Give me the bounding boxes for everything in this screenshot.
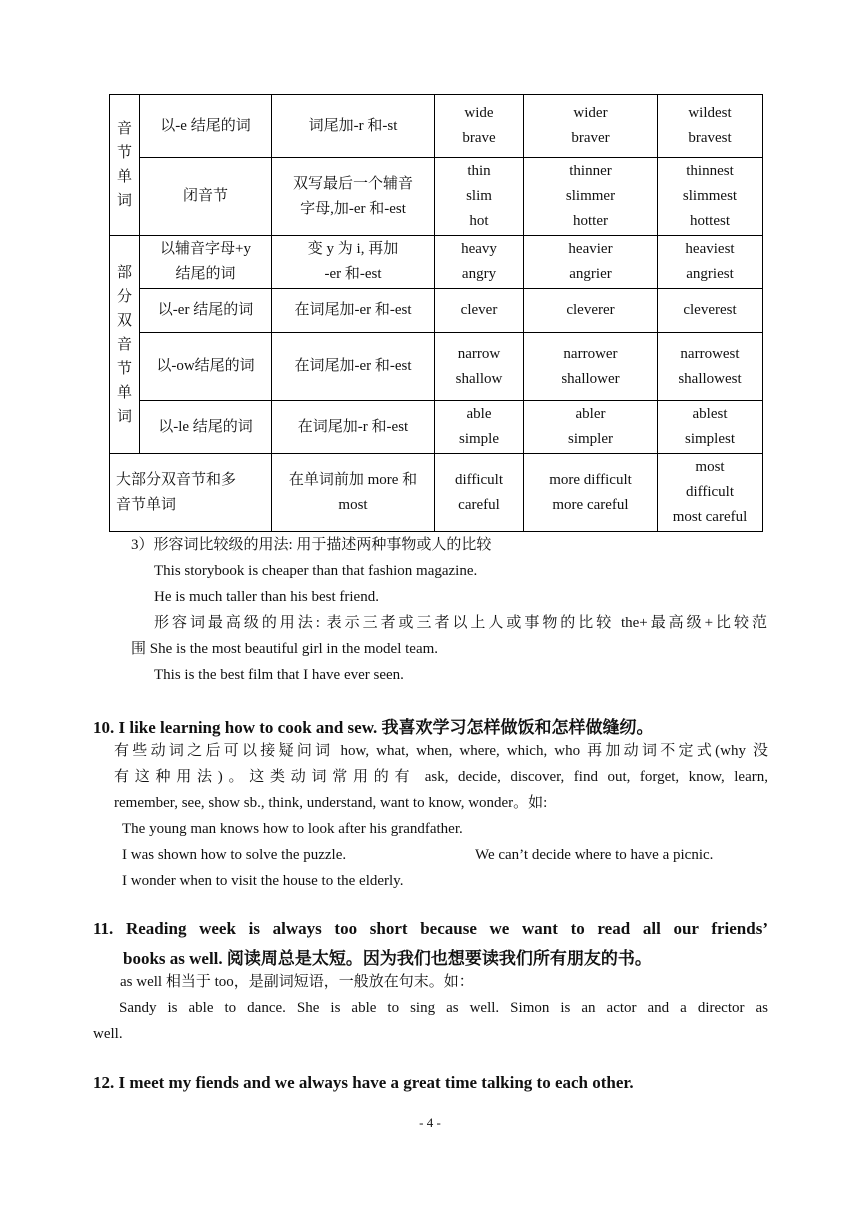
- example-line: He is much taller than his best friend.: [154, 589, 379, 605]
- superlative-cell: cleverest: [658, 289, 763, 333]
- superlative-cell: narrowest shallowest: [658, 333, 763, 401]
- rule-cell: 在词尾加-er 和-est: [272, 333, 435, 401]
- base-cell: clever: [435, 289, 524, 333]
- superlative-usage: 形容词最高级的用法: 表示三者或三者以上人或事物的比较 the+最高级+比较范: [154, 615, 767, 631]
- base-cell: difficult careful: [435, 454, 524, 532]
- section-11-heading-cont: books as well. 阅读周总是太短。因为我们也想要读我们所有朋友的书。: [123, 949, 652, 968]
- paragraph-line: remember, see, show sb., think, understand, want to know, wonder。如:: [114, 795, 548, 811]
- comparative-cell: wider braver: [524, 95, 658, 158]
- base-cell: narrow shallow: [435, 333, 524, 401]
- comparative-usage-notes: [131, 532, 491, 558]
- comparative-cell: abler simpler: [524, 401, 658, 454]
- word-type-cell: 以辅音字母+y 结尾的词: [140, 236, 272, 289]
- section-11-examples: [93, 995, 768, 1047]
- base-cell: thin slim hot: [435, 158, 524, 236]
- superlative-cell: heaviest angriest: [658, 236, 763, 289]
- paragraph-line: 有些动词之后可以接疑问词 how, what, when, where, which, who 再加动词不定式(why 没: [114, 743, 768, 759]
- rule-cell: 在单词前加 more 和 most: [272, 454, 435, 532]
- example-line: This is the best film that I have ever seen.: [154, 667, 404, 683]
- rule-cell: 双写最后一个辅音 字母,加-er 和-est: [272, 158, 435, 236]
- example-line: I wonder when to visit the house to the elderly.: [122, 873, 404, 889]
- base-cell: heavy angry: [435, 236, 524, 289]
- base-cell: able simple: [435, 401, 524, 454]
- section-12-heading: 12. I meet my fiends and we always have a great time talking to each other.: [93, 1073, 634, 1092]
- table-row: [110, 333, 763, 401]
- group-single-syllable: 音 节 单 词: [110, 95, 140, 236]
- table-row: [110, 236, 763, 289]
- section-10-heading: 10. I like learning how to cook and sew. 我喜欢学习怎样做饭和怎样做缝纫。: [93, 718, 654, 737]
- rule-cell: 词尾加-r 和-st: [272, 95, 435, 158]
- word-type-cell: 以-ow结尾的词: [140, 333, 272, 401]
- table-row: [110, 158, 763, 236]
- paragraph-line: 有这种用法)。这类动词常用的有 ask, decide, discover, find out, forget, know, learn,: [114, 769, 768, 785]
- comparative-cell: thinner slimmer hotter: [524, 158, 658, 236]
- superlative-cell: thinnest slimmest hottest: [658, 158, 763, 236]
- superlative-cell: ablest simplest: [658, 401, 763, 454]
- rule-cell: 变 y 为 i, 再加 -er 和-est: [272, 236, 435, 289]
- rule-cell: 在词尾加-er 和-est: [272, 289, 435, 333]
- word-type-cell: 以-er 结尾的词: [140, 289, 272, 333]
- example-line: [122, 842, 714, 868]
- example-a: I was shown how to solve the puzzle.: [122, 847, 347, 863]
- paragraph-line: as well 相当于 too，是副词短语，一般放在句末。如：: [120, 974, 474, 990]
- word-type-cell: 大部分双音节和多 音节单词: [110, 454, 272, 532]
- adjective-comparison-table: [109, 94, 763, 532]
- base-cell: wide brave: [435, 95, 524, 158]
- example-line: Sandy is able to dance. She is able to sing as well. Simon is an actor and a director as: [119, 1000, 768, 1016]
- word-type-cell: 以-le 结尾的词: [140, 401, 272, 454]
- comparative-cell: cleverer: [524, 289, 658, 333]
- section-10-body: [114, 738, 768, 816]
- group-double-syllable: 部 分 双 音 节 单 词: [110, 236, 140, 454]
- notes-title: 3）形容词比较级的用法: 用于描述两种事物或人的比较: [131, 537, 492, 553]
- comparative-cell: narrower shallower: [524, 333, 658, 401]
- rule-cell: 在词尾加-r 和-est: [272, 401, 435, 454]
- superlative-usage-cont: 围 She is the most beautiful girl in the model team.: [131, 641, 439, 657]
- example-line: well.: [93, 1026, 123, 1042]
- comparative-examples: [131, 558, 767, 688]
- section-10-examples: [122, 816, 714, 894]
- table-row: [110, 454, 763, 532]
- table-row: [110, 401, 763, 454]
- comparative-cell: more difficult more careful: [524, 454, 658, 532]
- example-line: The young man knows how to look after his grandfather.: [122, 821, 463, 837]
- section-11-note: [120, 969, 474, 995]
- word-type-cell: 以-e 结尾的词: [140, 95, 272, 158]
- table-row: [110, 289, 763, 333]
- example-b: We can’t decide where to have a picnic.: [475, 847, 714, 863]
- comparative-cell: heavier angrier: [524, 236, 658, 289]
- section-11-heading: 11. Reading week is always too short because we want to read all our friends’: [93, 919, 768, 938]
- superlative-cell: most difficult most careful: [658, 454, 763, 532]
- table-row: [110, 95, 763, 158]
- word-type-cell: 闭音节: [140, 158, 272, 236]
- superlative-cell: wildest bravest: [658, 95, 763, 158]
- page-number: - 4 -: [419, 1115, 441, 1130]
- example-line: This storybook is cheaper than that fashion magazine.: [154, 563, 478, 579]
